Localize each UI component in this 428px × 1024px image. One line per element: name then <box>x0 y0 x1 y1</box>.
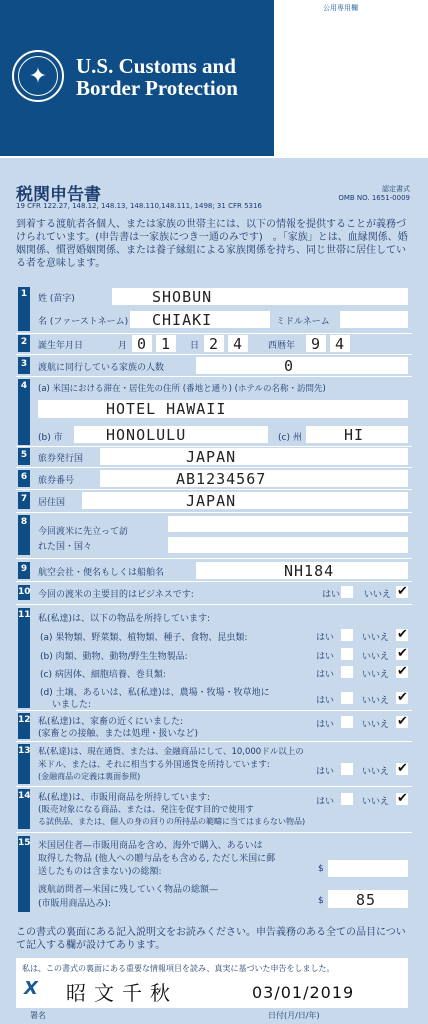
visited-countries-label-1: 今回渡米に先立って訪 <box>38 527 129 537</box>
surname-label: 姓 (苗字) <box>38 294 75 304</box>
state-value: HI <box>344 426 365 444</box>
resident-total-label-3: 送したものは含まない)の総額: <box>38 867 162 877</box>
visited-countries-field-1[interactable] <box>168 516 408 532</box>
passport-country-value: JAPAN <box>186 448 237 466</box>
commercial-label-1: 私(私達)は、市販用商品を所持しています: <box>38 793 211 803</box>
item-number-11: 11 <box>18 608 30 708</box>
family-count-field[interactable] <box>196 357 408 374</box>
yes-label: はい <box>316 696 335 706</box>
family-count-value: 0 <box>284 357 295 375</box>
approved-label: 認定書式 <box>382 185 410 193</box>
date-label: 日付(月/日/年) <box>268 1011 320 1020</box>
no-label: いいえ <box>362 633 390 643</box>
item-number-9: 9 <box>18 562 30 579</box>
item-number-13: 13 <box>18 744 30 784</box>
row-divider <box>16 489 412 490</box>
row-divider <box>16 741 412 742</box>
flight-label: 航空会社・便名もしくは船舶名 <box>38 568 165 578</box>
us-address-label: (a) 米国における滞在・居住先の住所 (番地と通り) (ホテルの名称・訪問先) <box>38 384 326 394</box>
resident-total-field[interactable] <box>328 860 408 877</box>
yes-label: はい <box>316 767 335 777</box>
visitor-dollar-sign: $ <box>318 896 324 906</box>
livestock-label-1: 私(私達)は、家畜の近くにいました: <box>38 717 184 727</box>
row-divider <box>16 446 412 447</box>
us-address-value: HOTEL HAWAII <box>106 400 227 418</box>
item-number-3: 3 <box>18 357 30 374</box>
dob-y1-value: 9 <box>311 335 322 353</box>
agency-line-2: Border Protection <box>76 76 238 100</box>
dob-month-label: 月 <box>118 341 128 351</box>
dob-d2-value: 4 <box>233 335 244 353</box>
checkmark-icon: ✔ <box>397 627 408 642</box>
passport-number-value: AB1234567 <box>176 470 267 488</box>
row-divider <box>16 581 412 582</box>
passport-country-label: 旅券発行国 <box>38 454 84 464</box>
instructions-note: この書式の裏面にある記入説明文をお読みください。申告義務のある全ての品目について記入する欄が設けてあります。 <box>16 927 406 951</box>
q11c-label: (c) 病因体、細胞培養、巻貝類: <box>40 670 166 680</box>
omb-number: OMB NO. 1651-0009 <box>338 194 410 202</box>
item-number-8: 8 <box>18 515 30 555</box>
agency-name <box>76 55 238 99</box>
q11c-yes-checkbox[interactable] <box>341 666 353 678</box>
business-purpose-label: 今回の渡米の主要目的はビジネスです: <box>38 590 194 600</box>
item-number-15: 15 <box>18 836 30 912</box>
passport-number-label: 旅券番号 <box>38 476 75 486</box>
no-label: いいえ <box>362 767 390 777</box>
middle-name-field[interactable] <box>340 311 408 328</box>
q11b-label: (b) 肉類、動物、動物/野生生物製品: <box>40 652 188 662</box>
resident-total-label-2: 取得した物品 (他人への贈与品をも含める, ただし米国に郵 <box>38 854 276 864</box>
q11a-yes-checkbox[interactable] <box>341 629 353 641</box>
state-label: (c) 州 <box>278 433 302 443</box>
no-label: いいえ <box>362 652 390 662</box>
checkmark-icon: ✔ <box>397 791 408 806</box>
item-number-1: 1 <box>18 287 30 331</box>
q11d-yes-checkbox[interactable] <box>341 692 353 704</box>
agency-line-1: U.S. Customs and <box>76 54 236 78</box>
dob-day-label: 日 <box>190 341 200 351</box>
passport-country-field[interactable] <box>100 448 408 465</box>
row-divider <box>16 354 412 355</box>
flight-value: NH184 <box>284 562 335 580</box>
checkmark-icon: ✔ <box>397 714 408 729</box>
city-value: HONOLULU <box>106 426 187 444</box>
row-divider <box>16 333 412 334</box>
form-title: 税関申告書 <box>16 185 101 205</box>
resident-dollar-sign: $ <box>318 864 324 874</box>
yes-label: はい <box>316 720 335 730</box>
resident-total-label-1: 米国居住者—市販用商品を含め、海外で購入、あるいは <box>38 841 263 851</box>
q11d-label-2: いました: <box>52 700 92 710</box>
certification-text: 私は、この書式の裏面にある重要な情報項目を読み、真実に基づいた申告をしました。 <box>22 964 335 973</box>
item-number-14: 14 <box>18 789 30 829</box>
dob-label: 誕生年月日 <box>38 341 84 351</box>
livestock-label-2: (家畜との接触、または処理・扱いなど) <box>38 729 199 739</box>
item-number-5: 5 <box>18 448 30 465</box>
row-divider <box>16 467 412 468</box>
no-label: いいえ <box>362 797 390 807</box>
item-number-7: 7 <box>18 492 30 509</box>
visitor-total-value: 85 <box>356 891 377 909</box>
residence-field[interactable] <box>82 492 408 509</box>
yes-label: はい <box>316 797 335 807</box>
dob-y2-value: 4 <box>335 335 346 353</box>
business-yes-checkbox[interactable] <box>341 586 353 598</box>
visited-countries-field-2[interactable] <box>168 537 408 553</box>
item-number-10: 10 <box>18 585 30 600</box>
commercial-yes-checkbox[interactable] <box>341 793 353 805</box>
given-name-value: CHIAKI <box>152 311 213 329</box>
row-divider <box>16 512 412 513</box>
visited-countries-label-2: れた国・国々 <box>38 542 93 552</box>
checkmark-icon: ✔ <box>397 664 408 679</box>
no-label: いいえ <box>362 696 390 706</box>
checkmark-icon: ✔ <box>397 584 408 599</box>
signature-x-mark: X <box>24 978 38 999</box>
official-use-label: 公用専用欄 <box>323 4 358 12</box>
goods-header-label: 私(私達)は、以下の物品を所持しています: <box>38 614 211 624</box>
commercial-label-2: (販売対象になる商品、または、発注を促す目的で使用す <box>38 805 254 815</box>
row-divider <box>16 376 412 377</box>
q11d-label-1: (d) 土壌、あるいは、私(私達)は、農場・牧場・牧草地に <box>40 688 270 698</box>
row-divider <box>16 832 412 833</box>
eagle-icon: ✦ <box>28 63 48 89</box>
cfr-reference: 19 CFR 122.27, 148.12, 148.13, 148.110,148.111, 1498; 31 CFR 5316 <box>16 202 262 210</box>
dob-m2-value: 1 <box>161 335 172 353</box>
row-divider <box>16 786 412 787</box>
middle-name-label: ミドルネーム <box>276 317 330 327</box>
yes-label: はい <box>316 670 335 680</box>
family-count-label: 渡航に同行している家族の人数 <box>38 363 165 373</box>
checkmark-icon: ✔ <box>397 690 408 705</box>
checkmark-icon: ✔ <box>397 761 408 776</box>
visitor-total-label-1: 渡航訪問者—米国に残していく物品の総額— <box>38 885 219 895</box>
omb-approval <box>338 185 410 203</box>
currency-yes-checkbox[interactable] <box>341 763 353 775</box>
q11b-yes-checkbox[interactable] <box>341 648 353 660</box>
q11a-label: (a) 果物類、野菜類、植物類、種子、食物、昆虫類: <box>40 633 248 643</box>
yes-label: はい <box>322 590 341 600</box>
item-number-4: 4 <box>18 379 30 445</box>
residence-label: 居住国 <box>38 498 66 508</box>
item-number-6: 6 <box>18 470 30 487</box>
row-divider <box>16 710 412 711</box>
dob-d1-value: 2 <box>209 335 220 353</box>
item-number-2: 2 <box>18 335 30 352</box>
signature-value: 昭文千秋 <box>66 981 178 1005</box>
item-number-12: 12 <box>18 713 30 739</box>
no-label: いいえ <box>364 590 392 600</box>
currency-label-3: (金融商品の定義は裏面参照) <box>38 772 141 781</box>
surname-value: SHOBUN <box>152 288 213 306</box>
city-label: (b) 市 <box>38 433 63 443</box>
checkmark-icon: ✔ <box>397 646 408 661</box>
yes-label: はい <box>316 633 335 643</box>
currency-label-2: 米ドル、または、それに相当する外国通貨を所持しています: <box>38 760 270 770</box>
given-name-label: 名 (ファーストネーム) <box>38 317 129 327</box>
no-label: いいえ <box>362 670 390 680</box>
residence-value: JAPAN <box>186 492 237 510</box>
commercial-label-3: る試供品、または、個人の身の回りの所持品の範疇に当てはまらない物品) <box>38 817 306 826</box>
row-divider <box>16 604 412 605</box>
signature-label: 署名 <box>30 1011 46 1020</box>
visitor-total-label-2: (市販用商品込み): <box>38 899 112 909</box>
row-divider <box>16 558 412 559</box>
date-value: 03/01/2019 <box>252 983 355 1002</box>
currency-label-1: 私(私達)は、現在通貨、または、金融商品にして、10,000ドル以上の <box>38 747 304 757</box>
dob-year-label: 西暦年 <box>268 341 296 351</box>
no-label: いいえ <box>362 720 390 730</box>
livestock-yes-checkbox[interactable] <box>341 716 353 728</box>
yes-label: はい <box>316 652 335 662</box>
form-intro: 到着する渡航者各個人、または家族の世帯主には、以下の情報を提供することが義務づけられています。(申告書は一家族につき一通のみです) 。「家族」とは、血縁関係、婚姻関係、慣習婚姻関係、または養子縁組による家族関係を持ち、同じ世帯に居住している者を意味します。 <box>16 219 408 269</box>
dob-m1-value: 0 <box>137 335 148 353</box>
